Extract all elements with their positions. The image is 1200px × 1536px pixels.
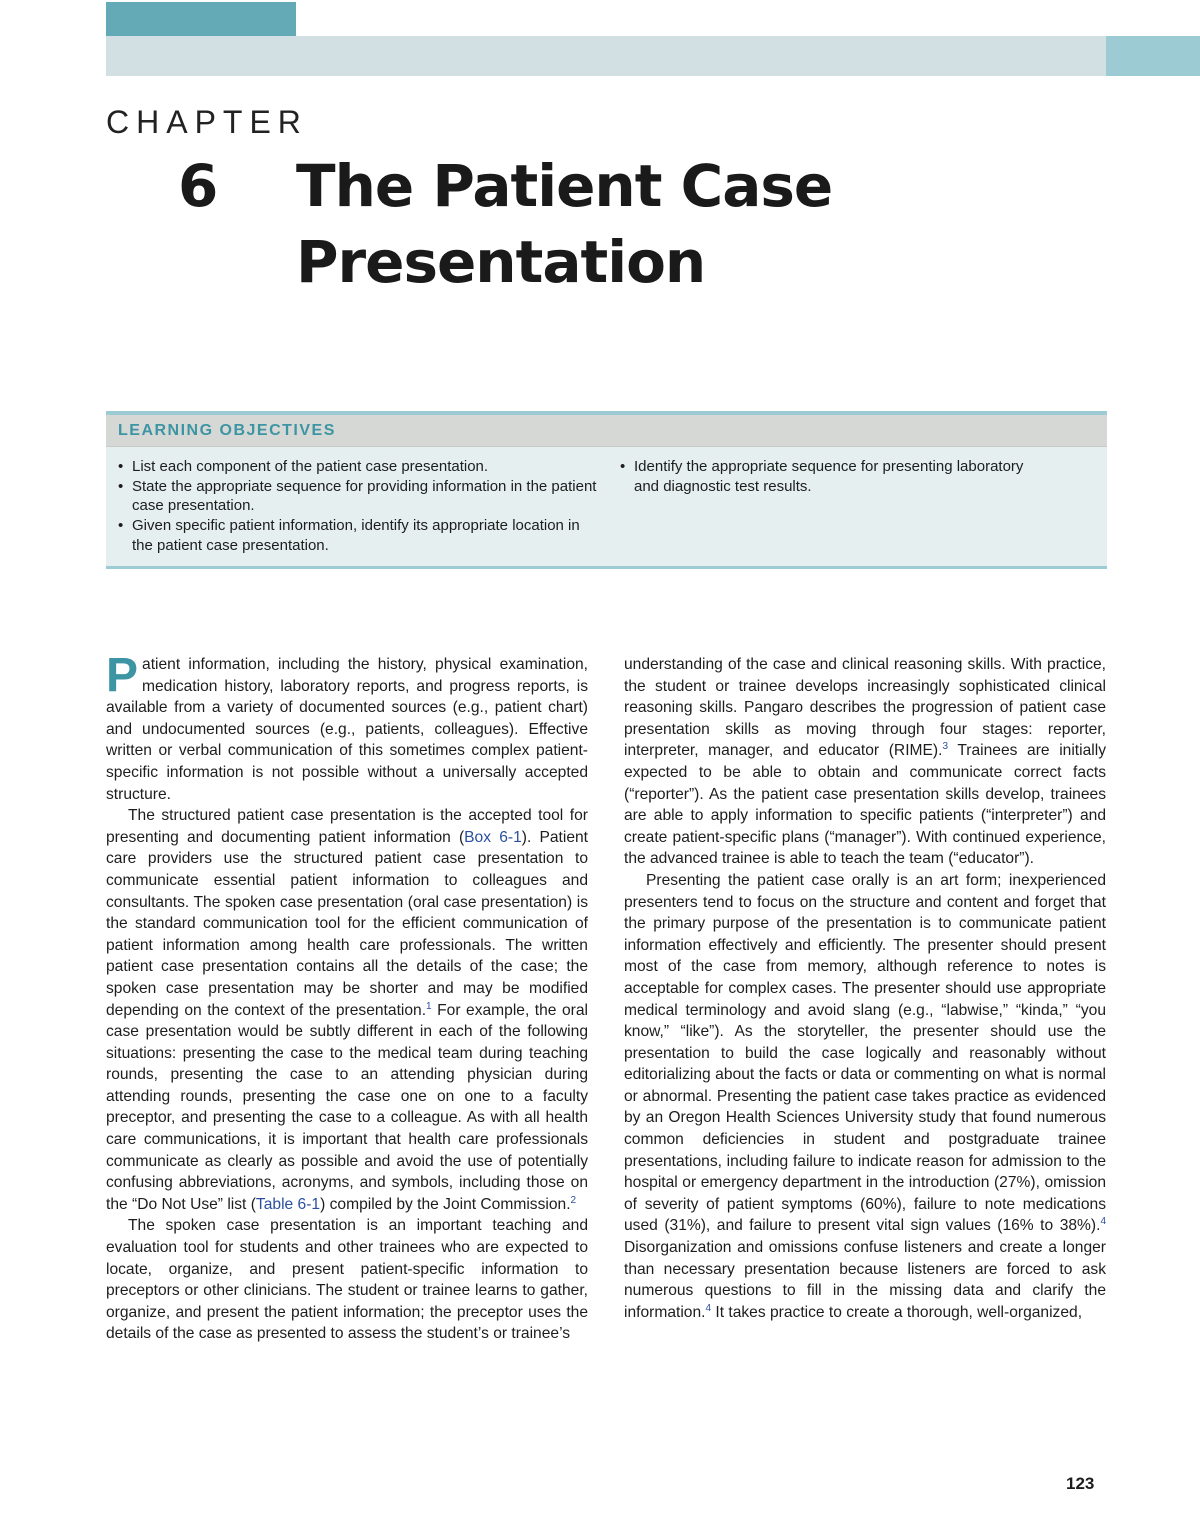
objective-item: • List each component of the patient case presentation.	[110, 457, 600, 477]
header-band	[106, 36, 1200, 76]
chapter-title	[296, 148, 832, 300]
paragraph	[624, 870, 1106, 1323]
paragraph	[106, 805, 588, 1215]
objectives-list-left	[110, 457, 600, 556]
learning-objectives-header	[106, 415, 1107, 447]
paragraph-intro	[106, 649, 588, 805]
citation-1[interactable]: 1	[426, 1000, 432, 1012]
objective-item: • Identify the appropriate sequence for presenting laboratory and diagnostic test results.	[612, 457, 1052, 496]
chapter-title-line2: Presentation	[296, 228, 706, 296]
learning-objectives-box	[106, 411, 1107, 569]
citation-4[interactable]: 4	[705, 1302, 712, 1314]
chapter-title-line1: The Patient Case	[296, 152, 833, 220]
paragraph-text: For example, the oral case presentation would be subtly different in each of the following situations: presenting the case to the medical team during teaching rounds, presenting the case to an attending physician during attending rounds, presenting the case one on one to a faculty preceptor, and presenting the case to a colleague. As with all health care communications, it is important that health care professionals communicate as clearly as possible and avoid the use of potentially confusing abbreviations, acronyms, and symbols, including those on the “Do Not Use” list (	[106, 1001, 588, 1213]
header-tab	[106, 2, 296, 36]
paragraph-text: Trainees are initially expected to be able to obtain and communicate correct facts (“reporter”). As the patient case presentation skills develop, trainees are able to apply information to specific patients (“interpreter”) and create patient-specific plans (“manager”). With continued experience, the advanced trainee is able to teach the team (“educator”).	[624, 742, 1106, 868]
paragraph-text: atient information, including the history, physical examination, medication history, laboratory reports, and progress reports, is available from a variety of documented sources (e.g., patient chart) and undocumented sources (e.g., patients, colleagues). Effective written or verbal communication of this sometimes complex patient-specific information is not possible without a universally accepted structure.	[106, 656, 588, 803]
citation-4[interactable]: 4	[1100, 1216, 1106, 1228]
paragraph: The spoken case presentation is an important teaching and evaluation tool for students and other trainees who are expected to locate, organize, and present patient-specific information to preceptors or other clinicians. The student or trainee learns to gather, organize, and present the patient information; the preceptor uses the details of the case as presented to assess the student’s or trainee’s	[106, 1217, 588, 1343]
citation-2[interactable]: 2	[570, 1194, 577, 1206]
body-column-left	[106, 649, 588, 1345]
chapter-label: CHAPTER	[106, 104, 308, 140]
header-band-accent	[1106, 36, 1200, 76]
objective-item: • State the appropriate sequence for providing information in the patient case presentation.	[110, 477, 600, 516]
paragraph-text: The structured patient case presentation is the accepted tool for presenting and documenting patient information (	[106, 807, 588, 846]
paragraph-text: ) compiled by the Joint Commission.	[320, 1195, 571, 1213]
learning-objectives-heading: LEARNING OBJECTIVES	[118, 422, 336, 439]
paragraph-text: It takes practice to create a thorough, well-organized,	[711, 1303, 1083, 1321]
paragraph-text: Disorganization and omissions confuse listeners and create a longer than necessary presentation because listeners are forced to ask numerous questions to fill in the missing data and clarify the information.	[624, 1239, 1106, 1321]
body-column-right	[624, 654, 1106, 1323]
chapter-number: 6	[178, 152, 219, 220]
table-6-1-link[interactable]: Table 6-1	[255, 1195, 321, 1213]
objectives-list-right	[612, 457, 1052, 496]
page-number: 123	[1066, 1474, 1095, 1493]
box-6-1-link[interactable]: Box 6-1	[464, 828, 522, 846]
paragraph-text: ). Patient care providers use the structured patient case presentation to communicate essential patient information to colleagues and consultants. The spoken case presentation (oral case presentation) is the standard communication tool for the efficient communication of patient information among health care professionals. The written patient case presentation contains all the details of the case; the spoken case presentation may be shorter and may be modified depending on the context of the presentation.	[106, 828, 588, 1019]
objective-item: • Given specific patient information, identify its appropriate location in the patient case presentation.	[110, 516, 600, 555]
paragraph-text: understanding of the case and clinical reasoning skills. With practice, the student or trainee develops increasingly sophisticated clinical reasoning skills. Pangaro describes the progression of patient case presentation skills as moving through four stages: reporter, interpreter, manager, and educator (RIME).	[624, 656, 1106, 760]
citation-3[interactable]: 3	[942, 741, 948, 753]
paragraph	[624, 654, 1106, 870]
paragraph-text: Presenting the patient case orally is an art form; inexperienced presenters tend to focus on the structure and content and forget that the primary purpose of the presentation is to communicate patient information effectively and efficiently. The presenter should present most of the case from memory, although reference to notes is acceptable for complex cases. The presenter should use appropriate medical terminology and avoid slang (e.g., “labwise,” “kinda,” “you know,” “like”). As the storyteller, the presenter should use the presentation to build the case logically and reasonably without editorializing about the facts or data or commenting on what is normal or abnormal. Presenting the patient case takes practice as evidenced by an Oregon Health Sciences University study that found numerous common deficiencies in student and postgraduate trainee presentations, including failure to indicate reason for admission to the hospital or emergency department in the introduction (27%), omission of severity of patient symptoms (60%), failure to note medications used (31%), and failure to present vital sign values (16% to 38%).	[624, 871, 1106, 1235]
drop-cap: P	[106, 649, 139, 702]
